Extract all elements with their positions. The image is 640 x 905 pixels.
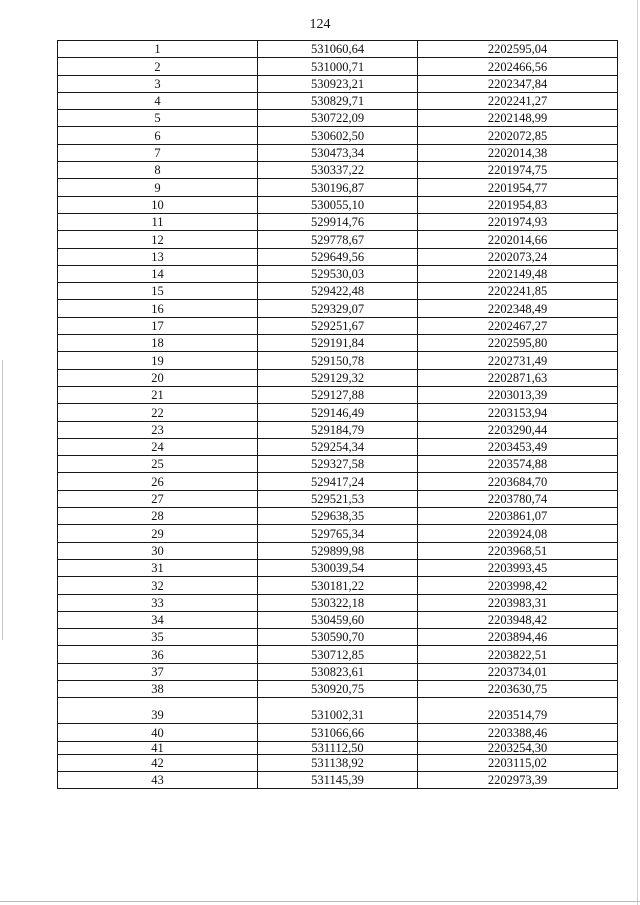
page-number: 124 — [309, 17, 331, 32]
table-row — [58, 577, 618, 594]
scan-edge-left — [2, 360, 3, 640]
y-coordinate-cell: 2202072,85 — [418, 127, 618, 144]
x-coordinate-cell: 529765,34 — [258, 525, 418, 542]
y-coordinate-cell: 2203983,31 — [418, 594, 618, 611]
table-row — [58, 508, 618, 525]
x-coordinate-cell: 531060,64 — [258, 41, 418, 58]
table-row — [58, 144, 618, 161]
y-coordinate-cell: 2203968,51 — [418, 542, 618, 559]
point-number-cell: 16 — [58, 300, 258, 317]
x-coordinate-cell: 529417,24 — [258, 473, 418, 490]
x-coordinate-cell: 530722,09 — [258, 110, 418, 127]
table-row — [58, 92, 618, 109]
point-number-cell: 38 — [58, 680, 258, 697]
point-number-cell: 31 — [58, 559, 258, 576]
coordinates-table-body — [58, 41, 618, 789]
point-number-cell: 33 — [58, 594, 258, 611]
table-row — [58, 231, 618, 248]
x-coordinate-cell: 530920,75 — [258, 680, 418, 697]
table-row — [58, 265, 618, 282]
table-row — [58, 559, 618, 576]
x-coordinate-cell: 529251,67 — [258, 317, 418, 334]
y-coordinate-cell: 2201974,93 — [418, 213, 618, 230]
point-number-cell: 1 — [58, 41, 258, 58]
y-coordinate-cell: 2203013,39 — [418, 386, 618, 403]
point-number-cell: 43 — [58, 771, 258, 788]
point-number-cell: 6 — [58, 127, 258, 144]
x-coordinate-cell: 529778,67 — [258, 231, 418, 248]
y-coordinate-cell: 2203574,88 — [418, 456, 618, 473]
y-coordinate-cell: 2202467,27 — [418, 317, 618, 334]
y-coordinate-cell: 2202014,66 — [418, 231, 618, 248]
x-coordinate-cell: 531000,71 — [258, 58, 418, 75]
y-coordinate-cell: 2202731,49 — [418, 352, 618, 369]
point-number-cell: 9 — [58, 179, 258, 196]
table-row — [58, 663, 618, 680]
x-coordinate-cell: 530039,54 — [258, 559, 418, 576]
table-row — [58, 404, 618, 421]
table-row — [58, 594, 618, 611]
y-coordinate-cell: 2202595,80 — [418, 335, 618, 352]
table-row — [58, 41, 618, 58]
y-coordinate-cell: 2203684,70 — [418, 473, 618, 490]
table-row — [58, 283, 618, 300]
table-row — [58, 75, 618, 92]
point-number-cell: 15 — [58, 283, 258, 300]
point-number-cell: 24 — [58, 438, 258, 455]
x-coordinate-cell: 531112,50 — [258, 741, 418, 754]
table-row — [58, 698, 618, 724]
y-coordinate-cell: 2203948,42 — [418, 611, 618, 628]
x-coordinate-cell: 530712,85 — [258, 646, 418, 663]
table-row — [58, 438, 618, 455]
y-coordinate-cell: 2201954,77 — [418, 179, 618, 196]
x-coordinate-cell: 529327,58 — [258, 456, 418, 473]
y-coordinate-cell: 2203153,94 — [418, 404, 618, 421]
point-number-cell: 3 — [58, 75, 258, 92]
x-coordinate-cell: 530590,70 — [258, 629, 418, 646]
table-row — [58, 300, 618, 317]
x-coordinate-cell: 531066,66 — [258, 724, 418, 741]
y-coordinate-cell: 2203822,51 — [418, 646, 618, 663]
table-row — [58, 127, 618, 144]
x-coordinate-cell: 529254,34 — [258, 438, 418, 455]
table-row — [58, 490, 618, 507]
table-row — [58, 335, 618, 352]
point-number-cell: 21 — [58, 386, 258, 403]
point-number-cell: 7 — [58, 144, 258, 161]
y-coordinate-cell: 2203924,08 — [418, 525, 618, 542]
x-coordinate-cell: 530322,18 — [258, 594, 418, 611]
x-coordinate-cell: 529129,32 — [258, 369, 418, 386]
y-coordinate-cell: 2202148,99 — [418, 110, 618, 127]
point-number-cell: 27 — [58, 490, 258, 507]
scan-edge-bottom — [0, 901, 640, 902]
table-row — [58, 58, 618, 75]
y-coordinate-cell: 2203734,01 — [418, 663, 618, 680]
point-number-cell: 20 — [58, 369, 258, 386]
x-coordinate-cell: 530196,87 — [258, 179, 418, 196]
table-row — [58, 179, 618, 196]
y-coordinate-cell: 2203630,75 — [418, 680, 618, 697]
point-number-cell: 10 — [58, 196, 258, 213]
table-row — [58, 525, 618, 542]
point-number-cell: 5 — [58, 110, 258, 127]
y-coordinate-cell: 2202241,27 — [418, 92, 618, 109]
x-coordinate-cell: 530459,60 — [258, 611, 418, 628]
y-coordinate-cell: 2203388,46 — [418, 724, 618, 741]
x-coordinate-cell: 529150,78 — [258, 352, 418, 369]
y-coordinate-cell: 2203780,74 — [418, 490, 618, 507]
point-number-cell: 29 — [58, 525, 258, 542]
point-number-cell: 18 — [58, 335, 258, 352]
x-coordinate-cell: 529914,76 — [258, 213, 418, 230]
x-coordinate-cell: 530473,34 — [258, 144, 418, 161]
x-coordinate-cell: 529649,56 — [258, 248, 418, 265]
table-row — [58, 741, 618, 754]
y-coordinate-cell: 2202348,49 — [418, 300, 618, 317]
table-row — [58, 646, 618, 663]
point-number-cell: 36 — [58, 646, 258, 663]
table-row — [58, 771, 618, 788]
point-number-cell: 4 — [58, 92, 258, 109]
x-coordinate-cell: 530923,21 — [258, 75, 418, 92]
y-coordinate-cell: 2202595,04 — [418, 41, 618, 58]
table-row — [58, 110, 618, 127]
point-number-cell: 2 — [58, 58, 258, 75]
table-row — [58, 421, 618, 438]
y-coordinate-cell: 2202347,84 — [418, 75, 618, 92]
y-coordinate-cell: 2202973,39 — [418, 771, 618, 788]
y-coordinate-cell: 2203514,79 — [418, 698, 618, 724]
table-row — [58, 317, 618, 334]
x-coordinate-cell: 531138,92 — [258, 754, 418, 771]
point-number-cell: 39 — [58, 698, 258, 724]
table-row — [58, 754, 618, 771]
x-coordinate-cell: 529638,35 — [258, 508, 418, 525]
point-number-cell: 40 — [58, 724, 258, 741]
x-coordinate-cell: 530823,61 — [258, 663, 418, 680]
x-coordinate-cell: 529521,53 — [258, 490, 418, 507]
x-coordinate-cell: 530181,22 — [258, 577, 418, 594]
x-coordinate-cell: 529530,03 — [258, 265, 418, 282]
y-coordinate-cell: 2202871,63 — [418, 369, 618, 386]
x-coordinate-cell: 529127,88 — [258, 386, 418, 403]
y-coordinate-cell: 2203115,02 — [418, 754, 618, 771]
x-coordinate-cell: 530829,71 — [258, 92, 418, 109]
point-number-cell: 23 — [58, 421, 258, 438]
y-coordinate-cell: 2203993,45 — [418, 559, 618, 576]
table-row — [58, 542, 618, 559]
table-row — [58, 352, 618, 369]
point-number-cell: 8 — [58, 162, 258, 179]
table-row — [58, 680, 618, 697]
y-coordinate-cell: 2202014,38 — [418, 144, 618, 161]
point-number-cell: 17 — [58, 317, 258, 334]
x-coordinate-cell: 531002,31 — [258, 698, 418, 724]
table-row — [58, 611, 618, 628]
point-number-cell: 19 — [58, 352, 258, 369]
y-coordinate-cell: 2203453,49 — [418, 438, 618, 455]
table-row — [58, 473, 618, 490]
point-number-cell: 26 — [58, 473, 258, 490]
y-coordinate-cell: 2201974,75 — [418, 162, 618, 179]
table-row — [58, 629, 618, 646]
x-coordinate-cell: 529422,48 — [258, 283, 418, 300]
point-number-cell: 30 — [58, 542, 258, 559]
table-row — [58, 386, 618, 403]
table-row — [58, 456, 618, 473]
point-number-cell: 42 — [58, 754, 258, 771]
point-number-cell: 13 — [58, 248, 258, 265]
x-coordinate-cell: 531145,39 — [258, 771, 418, 788]
y-coordinate-cell: 2202466,56 — [418, 58, 618, 75]
point-number-cell: 25 — [58, 456, 258, 473]
table-row — [58, 724, 618, 741]
x-coordinate-cell: 529184,79 — [258, 421, 418, 438]
point-number-cell: 11 — [58, 213, 258, 230]
y-coordinate-cell: 2203894,46 — [418, 629, 618, 646]
y-coordinate-cell: 2202149,48 — [418, 265, 618, 282]
point-number-cell: 34 — [58, 611, 258, 628]
table-row — [58, 369, 618, 386]
point-number-cell: 41 — [58, 741, 258, 754]
point-number-cell: 12 — [58, 231, 258, 248]
point-number-cell: 32 — [58, 577, 258, 594]
x-coordinate-cell: 529329,07 — [258, 300, 418, 317]
point-number-cell: 37 — [58, 663, 258, 680]
x-coordinate-cell: 530337,22 — [258, 162, 418, 179]
y-coordinate-cell: 2202073,24 — [418, 248, 618, 265]
x-coordinate-cell: 529191,84 — [258, 335, 418, 352]
y-coordinate-cell: 2201954,83 — [418, 196, 618, 213]
scan-edge-right — [637, 0, 638, 905]
coordinates-table — [57, 40, 618, 789]
y-coordinate-cell: 2203861,07 — [418, 508, 618, 525]
x-coordinate-cell: 530602,50 — [258, 127, 418, 144]
point-number-cell: 35 — [58, 629, 258, 646]
point-number-cell: 14 — [58, 265, 258, 282]
table-row — [58, 213, 618, 230]
table-row — [58, 248, 618, 265]
x-coordinate-cell: 529146,49 — [258, 404, 418, 421]
x-coordinate-cell: 529899,98 — [258, 542, 418, 559]
y-coordinate-cell: 2203290,44 — [418, 421, 618, 438]
table-row — [58, 162, 618, 179]
x-coordinate-cell: 530055,10 — [258, 196, 418, 213]
y-coordinate-cell: 2203254,30 — [418, 741, 618, 754]
y-coordinate-cell: 2203998,42 — [418, 577, 618, 594]
y-coordinate-cell: 2202241,85 — [418, 283, 618, 300]
point-number-cell: 28 — [58, 508, 258, 525]
point-number-cell: 22 — [58, 404, 258, 421]
table-row — [58, 196, 618, 213]
